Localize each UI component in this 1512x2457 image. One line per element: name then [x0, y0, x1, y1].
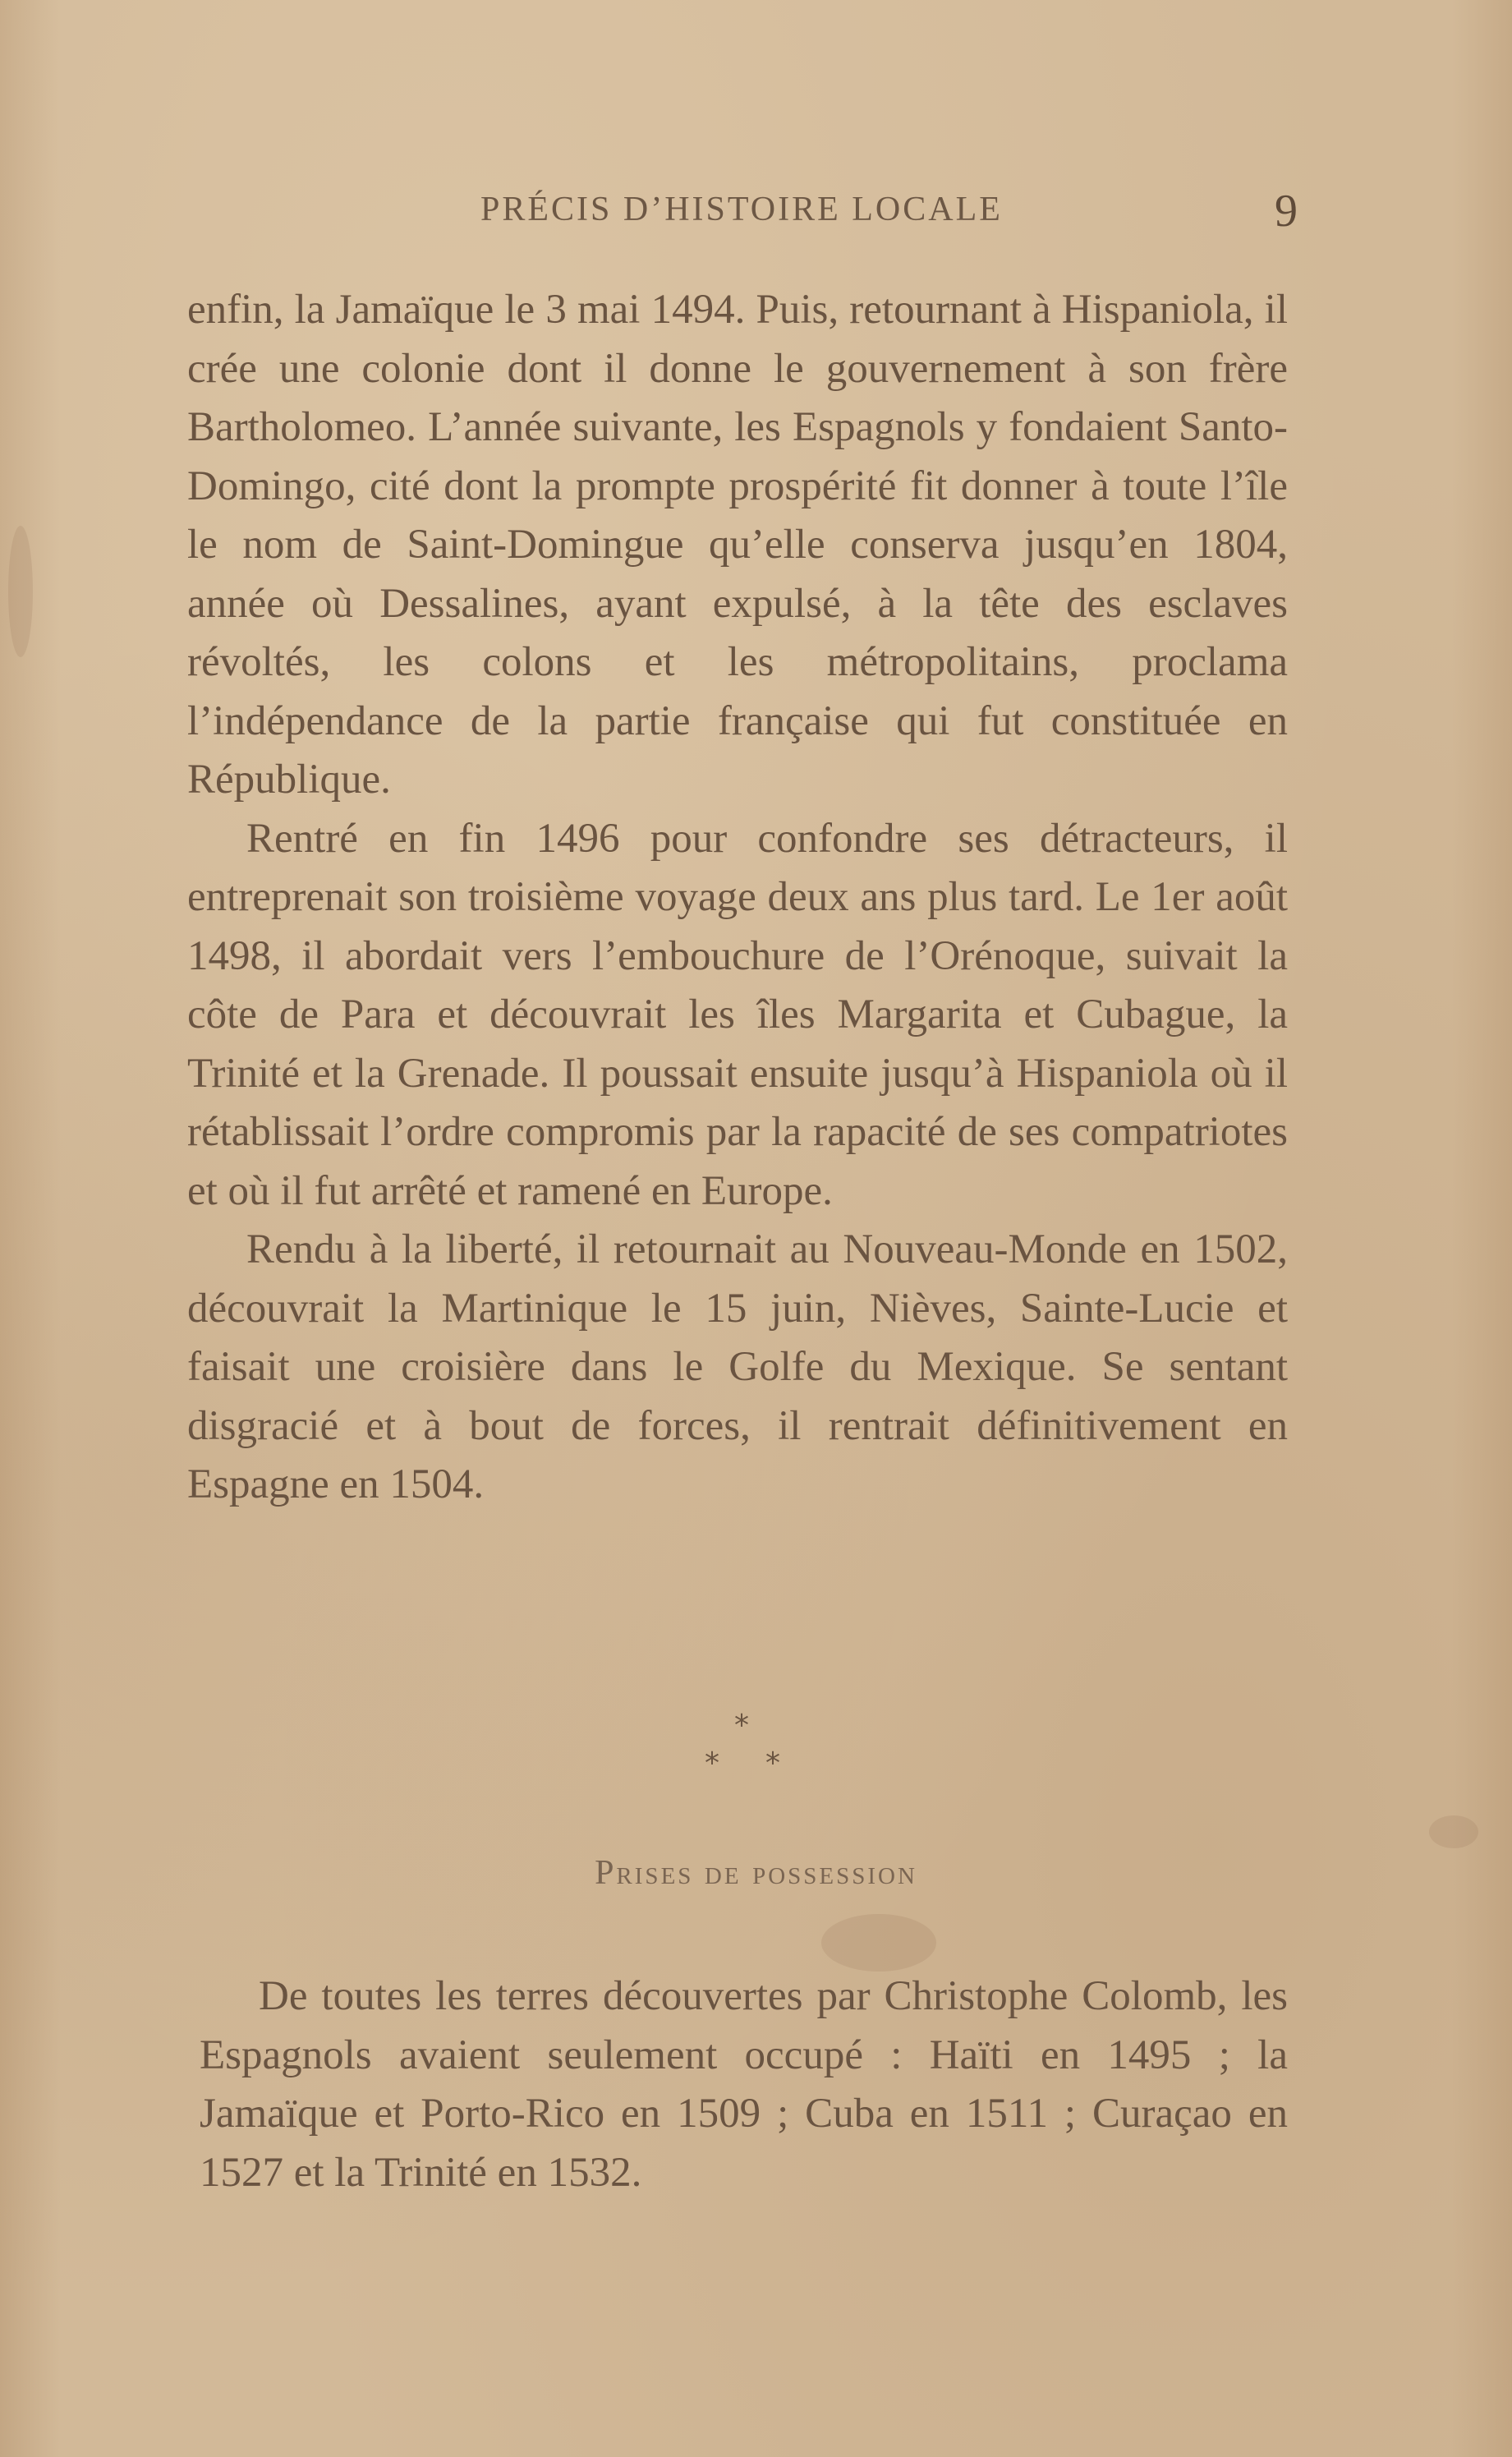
- paper-stain: [821, 1914, 936, 1972]
- asterism-divider: [0, 1709, 1512, 1799]
- paragraph: De toutes les terres découvertes par Christophe Colomb, les Espagnols avaient seulement occupé : Haïti en 1495 ; la Jamaïque et Porto-Rico en 1509 ; Cuba en 1511 ; Curaçao en 1527 et la Trinité en 1532.: [200, 1973, 1288, 2196]
- asterism-star: *: [765, 1746, 780, 1780]
- section-text: [200, 1967, 1288, 2202]
- paragraph: enfin, la Jamaïque le 3 mai 1494. Puis, retournant à Hispaniola, il crée une colonie dont il donne le gouvernement à son frère Bartholomeo. L’année suivante, les Espagnols y fondaient Santo-Domingo, cité dont la prompte prospérité fit donner à toute l’île le nom de Saint-Domingue qu’elle conserva jusqu’en 1804, année où Dessalines, ayant expulsé, à la tête des esclaves révoltés, les colons et les métropolitains, proclama l’indépendance de la partie française qui fut constituée en République.: [187, 287, 1288, 803]
- page-number: 9: [1275, 186, 1298, 237]
- asterism-star: *: [734, 1709, 749, 1742]
- main-text: [187, 281, 1288, 1515]
- paragraph: Rentré en fin 1496 pour confondre ses détracteurs, il entreprenait son troisième voyage deux ans plus tard. Le 1er août 1498, il abordait vers l’embouchure de l’Orénoque, suivait la côte de Para et découvrait les îles Margarita et Cubague, la Trinité et la Grenade. Il poussait ensuite jusqu’à Hispaniola où il rétablissait l’ordre compromis par la rapacité de ses compatriotes et où il fut arrêté et ramené en Europe.: [187, 815, 1288, 1214]
- paragraph: Rendu à la liberté, il retournait au Nouveau-Monde en 1502, découvrait la Martinique le 15 juin, Nièves, Sainte-Lucie et faisait une croisière dans le Golfe du Mexique. Se sentant disgracié et à bout de forces, il rentrait définitivement en Espagne en 1504.: [187, 1226, 1288, 1507]
- paper-stain: [1429, 1815, 1478, 1848]
- paper-stain: [8, 526, 33, 657]
- asterism-star: *: [705, 1746, 719, 1780]
- section-heading: Prises de possession: [595, 1854, 917, 1892]
- page-header: [189, 185, 1298, 237]
- running-title: PRÉCIS D’HISTOIRE LOCALE: [480, 191, 1003, 228]
